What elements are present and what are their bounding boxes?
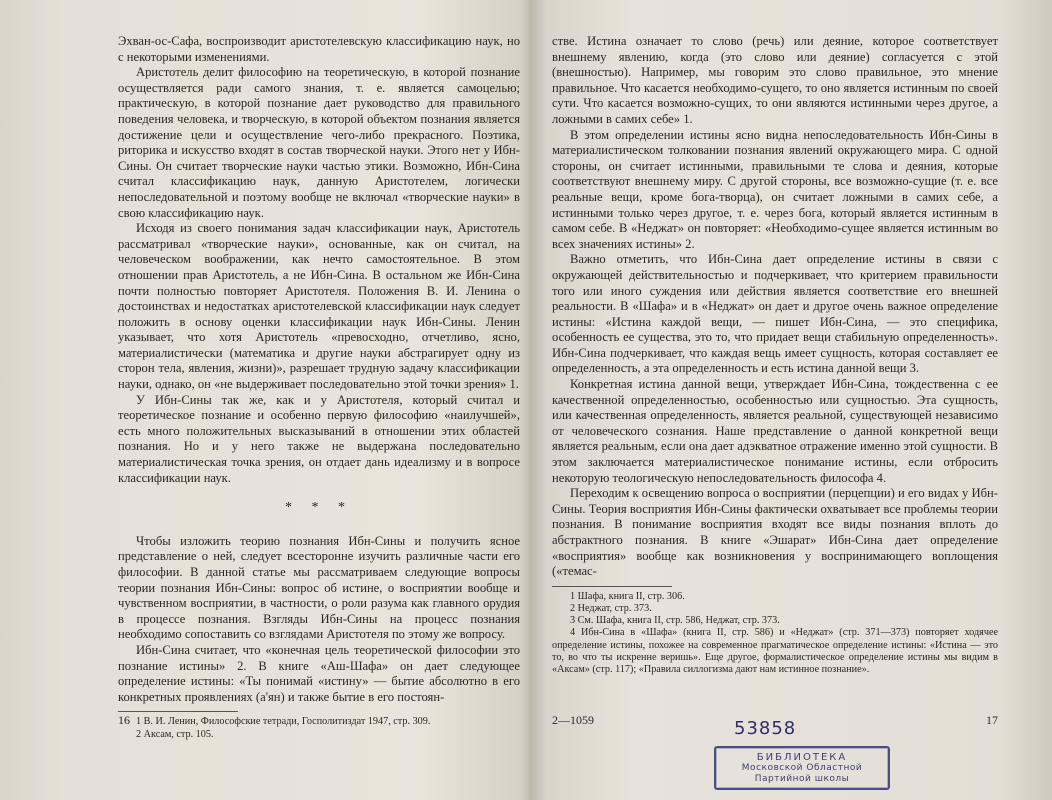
- right-footnote-4: 4 Ибн-Сина в «Шафа» (книга II, стр. 586) и «Неджат» (стр. 371—373) повторяет ходячее определение истины, похожее на современное прагматическое определение истины: «Истина — это то, во что ты искренне веришь». Еще другое, формалистическое определение истины мы видим в «Аксам» (стр. 117); «Правила силлогизма дают нам истинное познание».: [552, 627, 998, 675]
- left-paragraph-4: У Ибн-Сины так же, как и у Аристотеля, который считал и теоретическое познание и особенно первую философию «наилучшей», есть много положительных высказываний в отношении этих областей познания. Но и у него также не выдержана последовательно материалистическая точка зрения, он отдает дань идеализму и в вопросе классификации наук.: [118, 392, 520, 485]
- right-page-text: [552, 34, 998, 580]
- left-page-text: [118, 34, 520, 705]
- right-page: [528, 0, 1052, 800]
- right-footnote-1: 1 Шафа, книга II, стр. 306.: [570, 590, 685, 602]
- handwritten-inventory-number: 53858: [734, 718, 797, 739]
- left-paragraph-3: Исходя из своего понимания задач классификации наук, Аристотель рассматривал «творческие науки», основанные, как он считал, на человеческом воображении, как нечто самостоятельное. В этом отношении прав Аристотель, а не Ибн-Сина. В остальном же Ибн-Сина почти полностью повторяет Аристотеля. Положения В. И. Ленина о достоинствах и недостатках аристотелевской классификации наук следует положить в основу оценки классификации наук Ибн-Сины. Ленин указывает, что хотя Аристотель «превосходно, отчетливо, ясно, материалистически (математика и другие науки абстрагирует одну из сторон тела, явления, жизни)», разрешает трудную задачу классификации науки, однако, он «не выдерживает последовательно этой точки зрения» 1.: [118, 221, 520, 392]
- right-paragraph-3: Важно отметить, что Ибн-Сина дает определение истины в связи с окружающей действительностью и подчеркивает, что критерием правильности того или иного суждения или действия является соответствие его внешней реальности. В «Шафа» и в «Неджат» он дает и другое очень важное определение истины: «Истина каждой вещи, — пишет Ибн-Сина, — это специфика, особенность ее существа, это то, что придает вещи стабильную определенность». Ибн-Сина подчеркивает, что каждая вещь имеет сущность, которая составляет ее определенность, а эта определенность и есть истина данной вещи 3.: [552, 252, 998, 376]
- left-paragraph-5: Чтобы изложить теорию познания Ибн-Сины и получить ясное представление о ней, следует всесторонне изучить различные части его философии. В данной статье мы рассматриваем следующие вопросы теории познания Ибн-Сины: вопрос об истине, о восприятии вообще и чувственном восприятии, в частности, о роли разума как главного орудия в процессе познания. Взгляды Ибн-Сины на процесс познания необходимо сопоставить со взглядами Аристотеля по этому же вопросу.: [118, 533, 520, 642]
- left-paragraph-6: Ибн-Сина считает, что «конечная цель теоретической философии это познание истины» 2. В книге «Аш-Шафа» он дает следующее определение истины: «Ты понимай «истину» — бытие абсолютно в его конкретных проявлениях (а'ян) и также бытие в его постоян-: [118, 642, 520, 704]
- footnote-rule: [552, 586, 672, 587]
- left-page-number: 16: [118, 713, 130, 727]
- right-footnotes: [552, 591, 998, 676]
- signature-mark: 2—1059: [552, 713, 594, 727]
- right-paragraph-1: стве. Истина означает то слово (речь) или деяние, которое соответствует внешнему явлению, когда (это слово или деяние) согласуется с этой (внешностью). Например, мы говорим это слово правильное, это мнение правильное. Что касается необходимо-сущего, то оно является истинным по своей сути. Что касается возможно-сущих, то они являются истинными через другое, а ложными в самих себе» 1.: [552, 34, 998, 126]
- left-paragraph-1: Эхван-ос-Сафа, воспроизводит аристотелевскую классификацию наук, но с некоторыми изменениями.: [118, 34, 520, 64]
- right-paragraph-5: Переходим к освещению вопроса о восприятии (перцепции) и его видах у Ибн-Сины. Теория восприятия Ибн-Сины фактически охватывает все проблемы теории познания. В понимание восприятия входят все виды познания вплоть до абстрактного познания. В книге «Эшарат» Ибн-Сина дает определение «восприятия» вообще как возникновения у воспринимающего воплощения («темас-: [552, 486, 998, 579]
- right-page-number: 17: [986, 713, 998, 727]
- left-footnote-1: 1 В. И. Ленин, Философские тетради, Госполитиздат 1947, стр. 309.: [136, 716, 431, 728]
- right-footnote-3: 3 См. Шафа, книга II, стр. 586, Неджат, стр. 373.: [570, 615, 780, 627]
- stamp-line-3: Партийной школы: [754, 773, 850, 784]
- library-stamp: [714, 746, 890, 790]
- stamp-line-2: Московской Областной: [741, 762, 863, 773]
- right-paragraph-2: В этом определении истины ясно видна непоследовательность Ибн-Сины в материалистическом толковании познания явлений окружающего мира. С одной стороны, он считает истинными, правильными те слова и деяния, которые соответствуют внешнему миру. С другой стороны, все возможно-сущие (т. е. все реальные вещи, кроме бога-творца), он считает ложными в самих себе, а истинными только через другое, т. е. через бога, который является истинным в самом себе. В «Неджат» он повторяет: «Необходимо-сущее является истинным во всех значениях истины» 2.: [552, 127, 998, 251]
- footnote-rule: [118, 711, 238, 712]
- left-footnotes: [118, 716, 520, 740]
- section-separator: * * *: [285, 500, 353, 516]
- left-paragraph-2: Аристотель делит философию на теоретическую, в которой познание осуществляется ради самого знания, т. е. является самоцелью; практическую, в которой познание дает руководство для правильного поведения человека, и творческую, в которой объектом познания является достижение цели и осуществление чего-либо прекрасного. Поэтика, риторика и искусство входят в состав творческой науки. Этого нет у Ибн-Сины. Он считает творческие науки частью этики. Возможно, Ибн-Сина считал классификацию наук, данную Аристотелем, логически непоследовательной и поэтому вообще не включал «творческие науки» в свою классификацию наук.: [118, 65, 520, 220]
- right-paragraph-4: Конкретная истина данной вещи, утверждает Ибн-Сина, тождественна с ее качественной определенностью, особенностью или сущностью. Эта сущность, или качественная определенность, является реальной, существующей независимо от человеческого сознания. Наше представление о данной конкретной вещи является реальным, если она дает адэкватное отражение именно этой сущности. В этом заключается материалистическое понимание истины, если отбросить некоторую теологическую непоследовательность философа 4.: [552, 377, 998, 485]
- right-footnote-2: 2 Неджат, стр. 373.: [570, 602, 652, 614]
- stamp-line-1: БИБЛИОТЕКА: [756, 751, 848, 763]
- left-footnote-2: 2 Аксам, стр. 105.: [136, 728, 214, 740]
